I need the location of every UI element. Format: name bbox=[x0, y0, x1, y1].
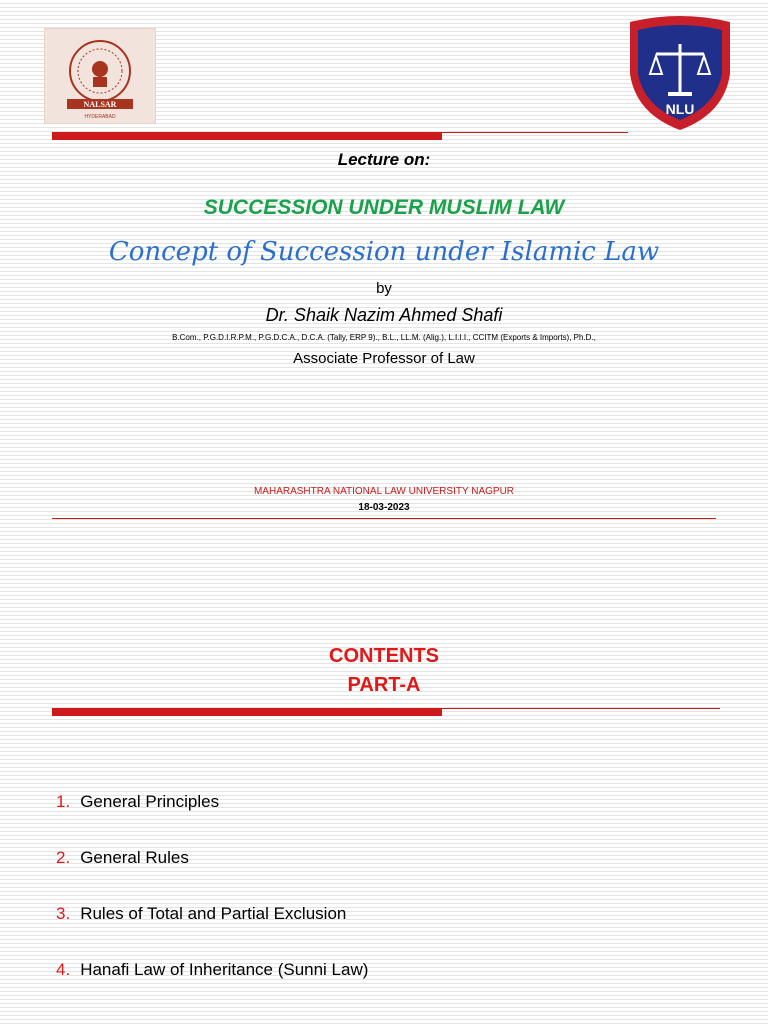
svg-text:NALSAR: NALSAR bbox=[83, 100, 117, 109]
list-number: 2. bbox=[56, 848, 71, 867]
list-item bbox=[56, 960, 368, 980]
by-text: by bbox=[376, 280, 392, 297]
author-name: Dr. Shaik Nazim Ahmed Shafi bbox=[265, 305, 503, 325]
list-item bbox=[56, 904, 346, 924]
part-heading: PART-A bbox=[347, 674, 421, 696]
list-label: Hanafi Law of Inheritance (Sunni Law) bbox=[80, 960, 369, 979]
lecture-date: 18-03-2023 bbox=[358, 502, 410, 513]
lecture-label: Lecture on: bbox=[337, 150, 431, 169]
list-label: Rules of Total and Partial Exclusion bbox=[80, 904, 347, 923]
title-divider-line bbox=[442, 132, 628, 133]
author-qualifications: B.Com., P.G.D.I.R.P.M., P.G.D.C.A., D.C.A. (Tally, ERP 9)., B.L., LL.M. (Alig.), L.I.I.I., CCITM (Exports & Imports), Ph.D., bbox=[172, 333, 596, 342]
title-divider-bar bbox=[52, 132, 442, 140]
list-number: 1. bbox=[56, 792, 71, 811]
contents-heading: CONTENTS bbox=[329, 645, 439, 667]
list-number: 3. bbox=[56, 904, 71, 923]
list-item bbox=[56, 848, 189, 868]
nlu-shield-icon bbox=[624, 14, 736, 134]
list-label: General Principles bbox=[80, 792, 220, 811]
svg-text:HYDERABAD: HYDERABAD bbox=[84, 114, 116, 120]
nalsar-emblem-icon bbox=[45, 29, 155, 123]
list-label: General Rules bbox=[80, 848, 189, 867]
slide-bottom-line bbox=[52, 518, 716, 519]
svg-text:NLU: NLU bbox=[665, 101, 695, 117]
university-name: MAHARASHTRA NATIONAL LAW UNIVERSITY NAGPUR bbox=[253, 486, 515, 497]
list-number: 4. bbox=[56, 960, 71, 979]
list-item bbox=[56, 792, 219, 812]
lecture-title: SUCCESSION UNDER MUSLIM LAW bbox=[203, 196, 565, 219]
nalsar-logo bbox=[44, 28, 156, 124]
contents-divider-bar bbox=[52, 708, 442, 716]
nlu-logo bbox=[624, 14, 736, 134]
contents-divider-line bbox=[442, 708, 720, 709]
lecture-subtitle: Concept of Succession under Islamic Law bbox=[108, 237, 660, 267]
author-designation: Associate Professor of Law bbox=[293, 350, 475, 367]
